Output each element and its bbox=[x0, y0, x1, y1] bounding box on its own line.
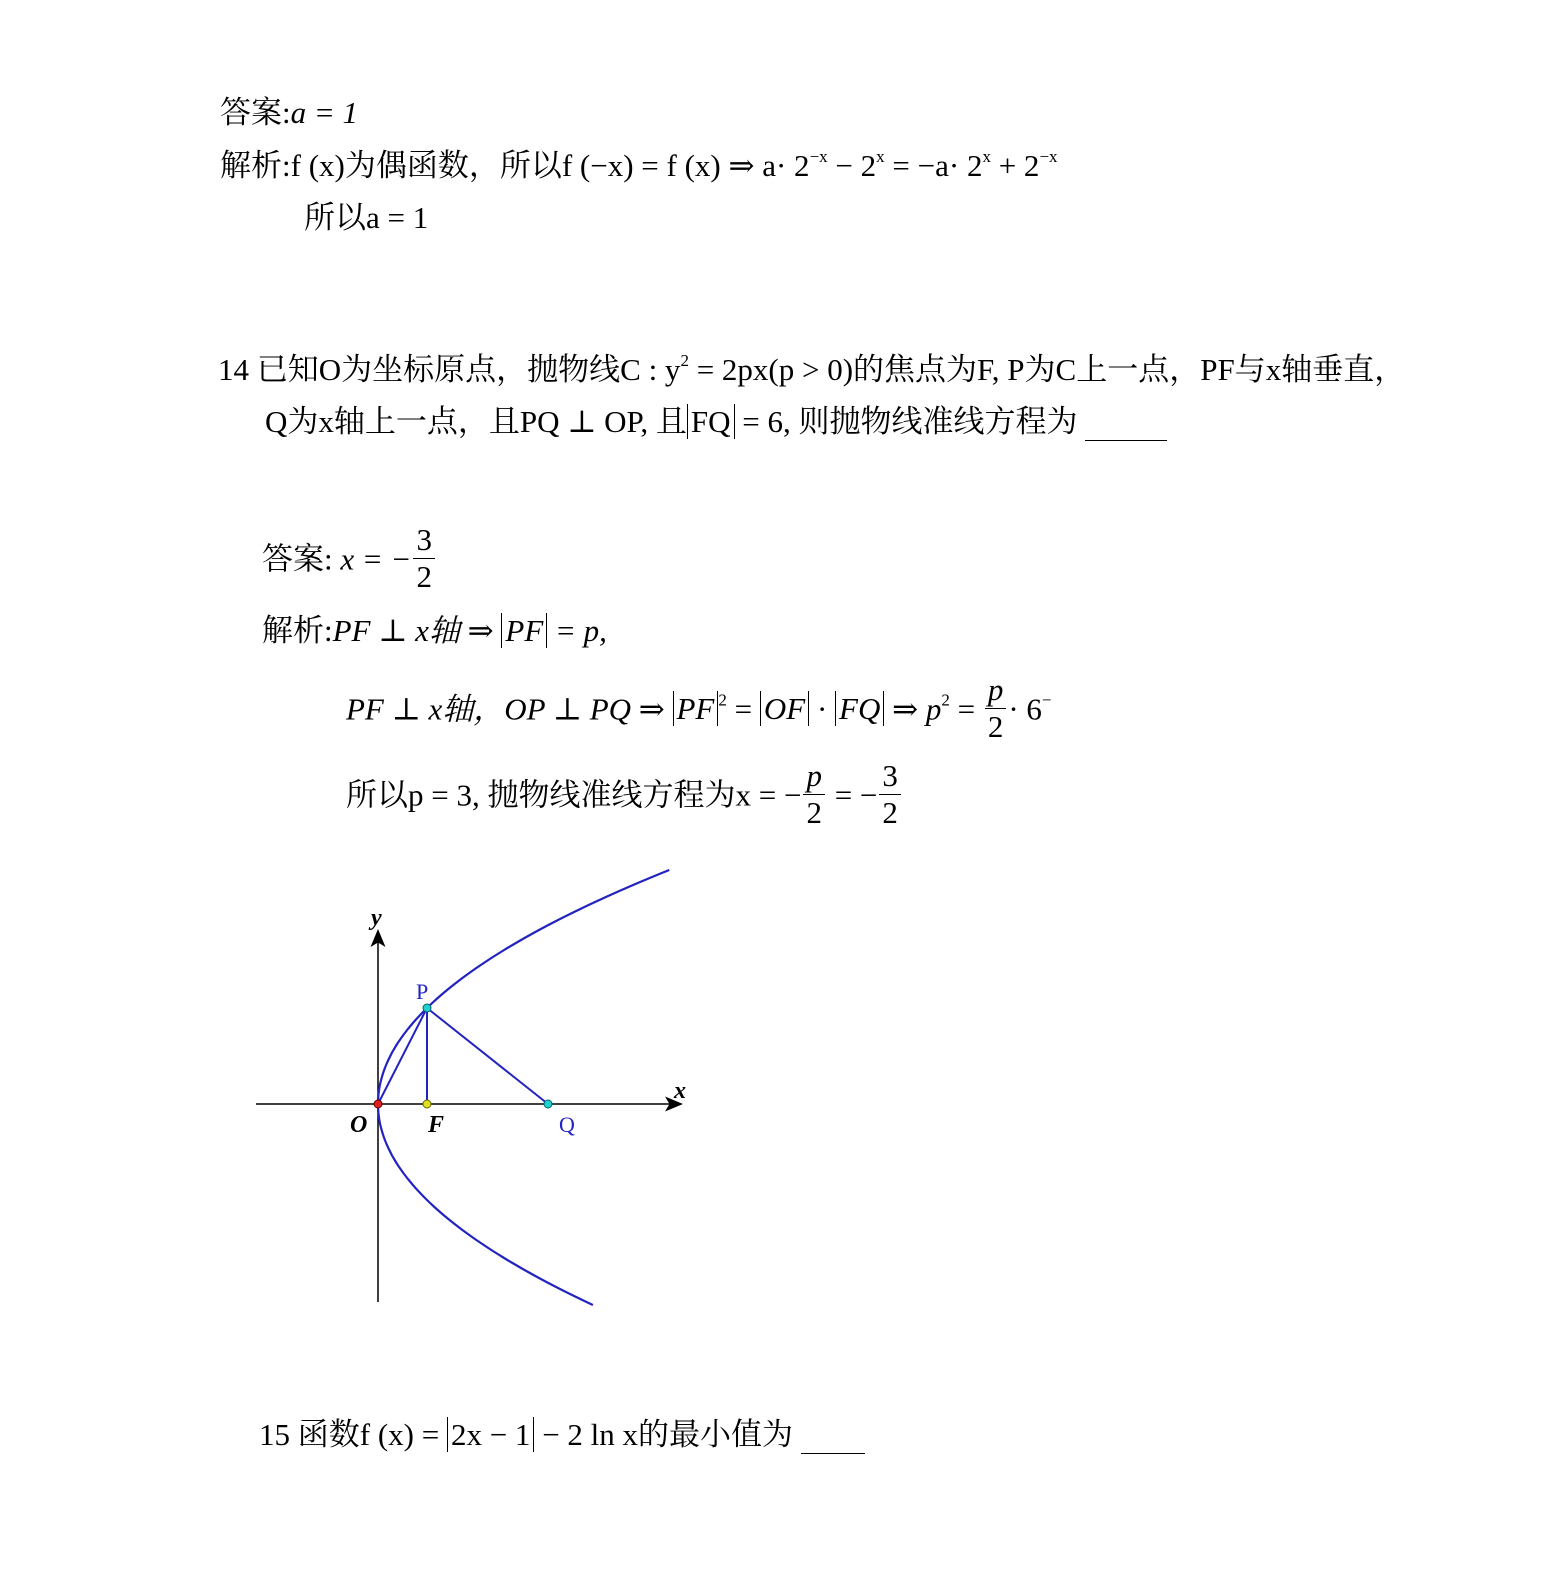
exponent: 2 bbox=[941, 690, 950, 710]
segment-OP bbox=[378, 1008, 427, 1104]
question-text: = 6, 则抛物线准线方程为 bbox=[734, 404, 1086, 439]
analysis-text: PF ⊥ x轴，OP ⊥ PQ ⇒ bbox=[346, 691, 673, 727]
label-x: x bbox=[674, 1078, 686, 1104]
answer-label: 答案: bbox=[262, 541, 333, 577]
exponent: − bbox=[1041, 690, 1052, 710]
point-O bbox=[374, 1100, 382, 1108]
analysis-text: + 2 bbox=[990, 148, 1040, 183]
analysis-label: 解析: bbox=[262, 613, 333, 648]
abs-value: PF bbox=[501, 613, 547, 648]
denominator: 2 bbox=[987, 708, 1004, 744]
denominator: 2 bbox=[416, 558, 432, 594]
analysis-text: = bbox=[949, 691, 983, 727]
abs-value: OF bbox=[760, 691, 809, 726]
exponent: 2 bbox=[680, 351, 689, 370]
q13-conclusion: 所以a = 1 bbox=[304, 200, 429, 235]
point-Q bbox=[544, 1100, 552, 1108]
exponent: −x bbox=[809, 147, 828, 166]
numerator: p bbox=[985, 672, 1007, 709]
analysis-text: = bbox=[726, 691, 760, 727]
analysis-text: = − bbox=[826, 777, 878, 813]
analysis-text: · bbox=[809, 691, 836, 727]
analysis-label: 解析: bbox=[220, 148, 291, 183]
answer-blank bbox=[801, 1422, 865, 1454]
label-y: y bbox=[371, 905, 382, 931]
question-text: 15 函数f (x) = bbox=[259, 1417, 447, 1452]
label-Q: Q bbox=[559, 1112, 575, 1137]
numerator: 3 bbox=[413, 522, 435, 559]
abs-value: PF bbox=[673, 691, 719, 726]
abs-value: FQ bbox=[687, 404, 735, 439]
parabola-curve bbox=[378, 870, 669, 1305]
question-text: 14 已知O为坐标原点，抛物线C : y bbox=[218, 352, 681, 387]
answer-value: x = − bbox=[340, 541, 412, 577]
exponent: x bbox=[876, 147, 885, 166]
numerator: 3 bbox=[879, 758, 901, 795]
point-F bbox=[423, 1100, 431, 1108]
abs-value: 2x − 1 bbox=[447, 1417, 534, 1452]
analysis-text: 所以p = 3, 抛物线准线方程为x = − bbox=[346, 777, 802, 813]
answer-value: a = 1 bbox=[290, 95, 359, 130]
analysis-text: − 2 bbox=[827, 148, 877, 183]
exponent: x bbox=[982, 147, 991, 166]
exponent: −x bbox=[1039, 147, 1058, 166]
point-P bbox=[423, 1004, 431, 1012]
segment-PQ bbox=[427, 1008, 548, 1104]
analysis-text: · 6 bbox=[1008, 691, 1042, 727]
denominator: 2 bbox=[806, 794, 822, 830]
label-F: F bbox=[428, 1112, 445, 1138]
question-text: = 2px(p > 0)的焦点为F, P为C上一点，PF与x轴垂直， bbox=[688, 352, 1406, 387]
question-text: − 2 ln x的最小值为 bbox=[534, 1417, 801, 1452]
question-text: Q为x轴上一点，且PQ ⊥ OP, 且 bbox=[265, 404, 687, 439]
analysis-text: f (x)为偶函数，所以f (−x) = f (x) ⇒ a· 2 bbox=[290, 148, 810, 183]
analysis-text: PF ⊥ x轴 ⇒ bbox=[332, 613, 502, 648]
analysis-text: = −a· 2 bbox=[884, 148, 983, 183]
q15-question bbox=[259, 1419, 865, 1454]
label-O: O bbox=[350, 1112, 368, 1138]
abs-value: FQ bbox=[835, 691, 884, 726]
numerator: p bbox=[803, 758, 825, 795]
label-P: P bbox=[416, 979, 429, 1004]
analysis-text: = p, bbox=[547, 613, 607, 648]
denominator: 2 bbox=[882, 794, 898, 830]
answer-label: 答案: bbox=[220, 95, 291, 130]
exponent: 2 bbox=[718, 690, 727, 710]
analysis-text: ⇒ p bbox=[884, 691, 942, 727]
